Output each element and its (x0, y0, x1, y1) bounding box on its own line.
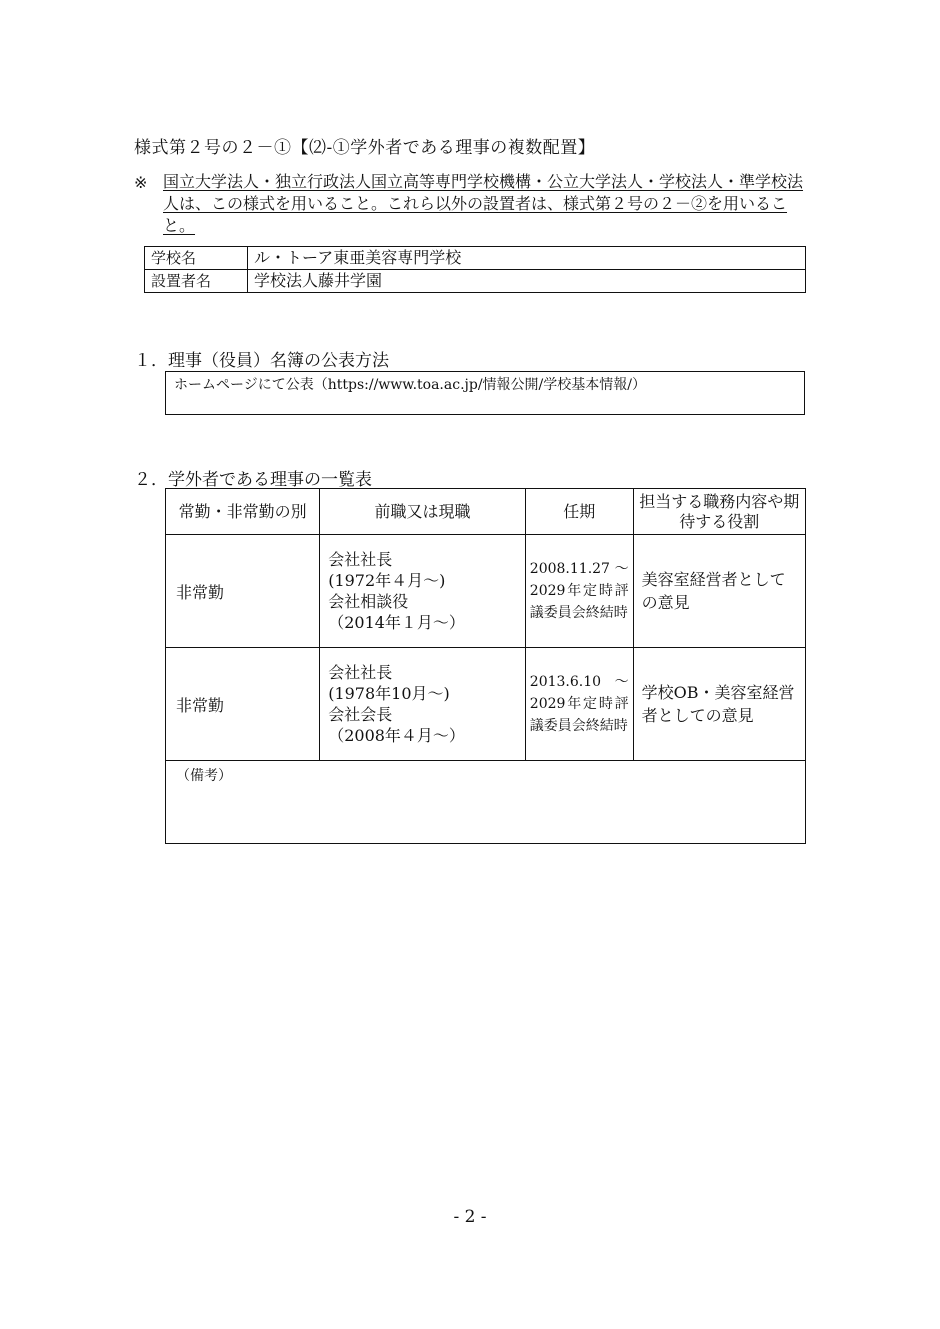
header-role: 担当する職務内容や期待する役割 (633, 489, 805, 535)
status-cell: 非常勤 (166, 648, 320, 761)
school-name-label: 学校名 (145, 247, 248, 270)
school-name-row (145, 247, 806, 270)
term-cell: 2008.11.27～2029年定時評議委員会終結時 (525, 535, 633, 648)
section2-title: ２．学外者である理事の一覧表 (134, 470, 372, 490)
form-title: 様式第２号の２－①【⑵-①学外者である理事の複数配置】 (134, 138, 596, 158)
career-cell (320, 535, 526, 648)
note-text-content: 国立大学法人・独立行政法人国立高等専門学校機構・公立大学法人・学校法人・準学校法人は、この様式を用いること。これら以外の設置者は、様式第２号の２－②を用いること。 (163, 172, 804, 235)
note-text (163, 171, 808, 237)
role-cell: 美容室経営者としての意見 (633, 535, 805, 648)
career-line: （2014年１月～） (328, 613, 465, 632)
career-line: 会社社長 (328, 663, 393, 682)
table-header-row (166, 489, 806, 535)
remarks-cell: （備考） (166, 761, 806, 844)
founder-row (145, 270, 806, 293)
header-status: 常勤・非常勤の別 (166, 489, 320, 535)
founder-value: 学校法人藤井学園 (248, 270, 806, 293)
remarks-row (166, 761, 806, 844)
table-row (166, 535, 806, 648)
external-directors-table (165, 488, 806, 844)
role-cell: 学校OB・美容室経営者としての意見 (633, 648, 805, 761)
status-cell: 非常勤 (166, 535, 320, 648)
header-term: 任期 (525, 489, 633, 535)
note-mark: ※ (134, 173, 148, 192)
publication-method-box (165, 371, 805, 415)
career-line: (1978年10月～) (328, 684, 450, 703)
page-number: - 2 - (453, 1207, 487, 1227)
career-cell (320, 648, 526, 761)
publication-method-text: ホームページにて公表（https://www.toa.ac.jp/情報公開/学校基本情報/） (174, 377, 646, 393)
career-line: 会社相談役 (328, 592, 409, 611)
term-cell: 2013.6.10～2029年定時評議委員会終結時 (525, 648, 633, 761)
section1-title: １．理事（役員）名簿の公表方法 (134, 351, 389, 371)
career-line: (1972年４月～) (328, 571, 446, 590)
school-name-value: ル・トーア東亜美容専門学校 (248, 247, 806, 270)
table-row (166, 648, 806, 761)
career-line: （2008年４月～） (328, 726, 465, 745)
header-career: 前職又は現職 (320, 489, 526, 535)
career-line: 会社社長 (328, 550, 393, 569)
career-line: 会社会長 (328, 705, 393, 724)
school-info-table (144, 246, 806, 293)
founder-label: 設置者名 (145, 270, 248, 293)
